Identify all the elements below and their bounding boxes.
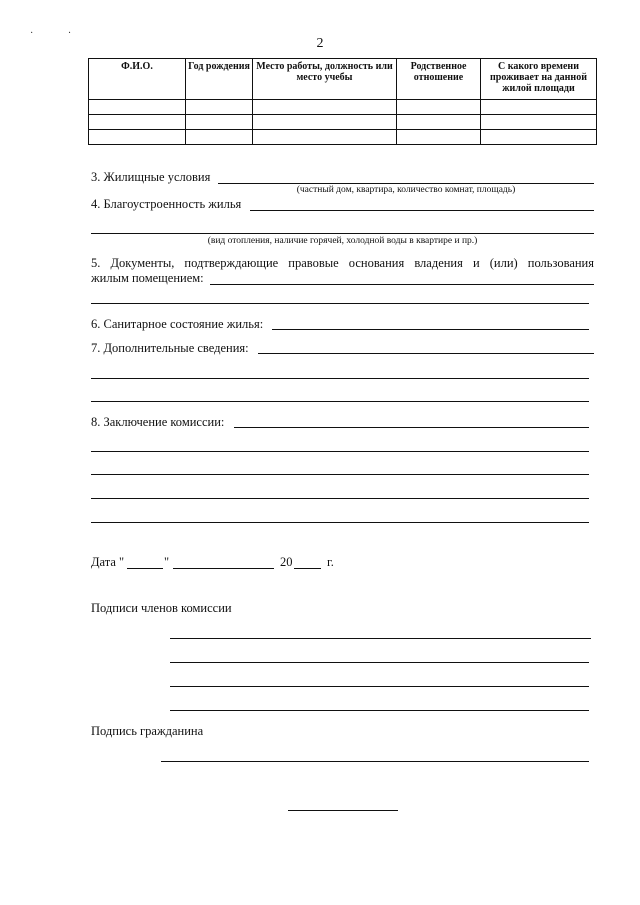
commission-conclusion-field-2[interactable] [91,451,589,452]
amenities-field-2[interactable] [91,233,594,234]
additional-info-field-2[interactable] [91,378,589,379]
table-cell[interactable] [397,100,481,115]
sanitary-field[interactable] [272,329,589,330]
commission-signature-line-3[interactable] [170,686,589,687]
additional-info-label: 7. Дополнительные сведения: [91,341,249,355]
commission-signature-line-4[interactable] [170,710,589,711]
table-cell[interactable] [253,100,397,115]
table-cell[interactable] [481,130,597,145]
documents-field-1[interactable] [210,284,594,285]
additional-info-field-1[interactable] [258,353,594,354]
table-row [89,115,597,130]
table-cell[interactable] [186,115,253,130]
documents-label-line1: 5. Документы, подтверждающие правовые основания владения и (или) пользования [91,256,594,270]
date-label: Дата " [91,555,125,569]
commission-signatures-label: Подписи членов комиссии [91,601,232,615]
commission-signature-line-1[interactable] [170,638,591,639]
table-cell[interactable] [186,130,253,145]
page-number: 2 [316,36,324,51]
date-year-suffix: г. [327,555,334,569]
table-row [89,130,597,145]
amenities-field-1[interactable] [250,210,594,211]
housing-conditions-hint: (частный дом, квартира, количество комнат, площадь) [296,185,516,195]
column-header-fio: Ф.И.О. [89,59,186,100]
documents-label-line2: жилым помещением: [91,271,204,285]
additional-info-field-3[interactable] [91,401,589,402]
date-year-field[interactable] [294,568,321,569]
column-header-workplace: Место работы, должность или место учебы [253,59,397,100]
table-cell[interactable] [186,100,253,115]
sanitary-label: 6. Санитарное состояние жилья: [91,317,264,331]
column-header-residence-since: С какого времени проживает на данной жилой площади [481,59,597,100]
table-cell[interactable] [481,100,597,115]
date-month-field[interactable] [173,568,274,569]
commission-signature-line-2[interactable] [170,662,589,663]
date-quote: " [164,555,170,569]
housing-conditions-label: 3. Жилищные условия [91,170,211,184]
housing-conditions-field[interactable] [218,183,594,184]
documents-field-2[interactable] [91,303,589,304]
date-day-field[interactable] [127,568,163,569]
commission-conclusion-field-4[interactable] [91,498,589,499]
table-cell[interactable] [397,115,481,130]
citizen-signature-line[interactable] [161,761,589,762]
table-cell[interactable] [253,115,397,130]
date-year-prefix: 20 [280,555,293,569]
table-cell[interactable] [253,130,397,145]
citizen-signature-label: Подпись гражданина [91,724,204,738]
table-cell[interactable] [481,115,597,130]
table-cell[interactable] [89,115,186,130]
commission-conclusion-label: 8. Заключение комиссии: [91,415,225,429]
family-members-table [88,58,597,145]
table-cell[interactable] [397,130,481,145]
amenities-label: 4. Благоустроенность жилья [91,197,242,211]
table-row [89,100,597,115]
amenities-hint: (вид отопления, наличие горячей, холодной воды в квартире и пр.) [207,236,478,246]
commission-conclusion-field-3[interactable] [91,474,589,475]
table-cell[interactable] [89,100,186,115]
table-cell[interactable] [89,130,186,145]
column-header-relation: Родственное отношение [397,59,481,100]
table-header-row [89,59,597,100]
closing-separator [288,810,398,811]
column-header-birth-year: Год рождения [186,59,253,100]
scan-marks: · · [30,28,88,39]
commission-conclusion-field-5[interactable] [91,522,589,523]
commission-conclusion-field-1[interactable] [234,427,589,428]
